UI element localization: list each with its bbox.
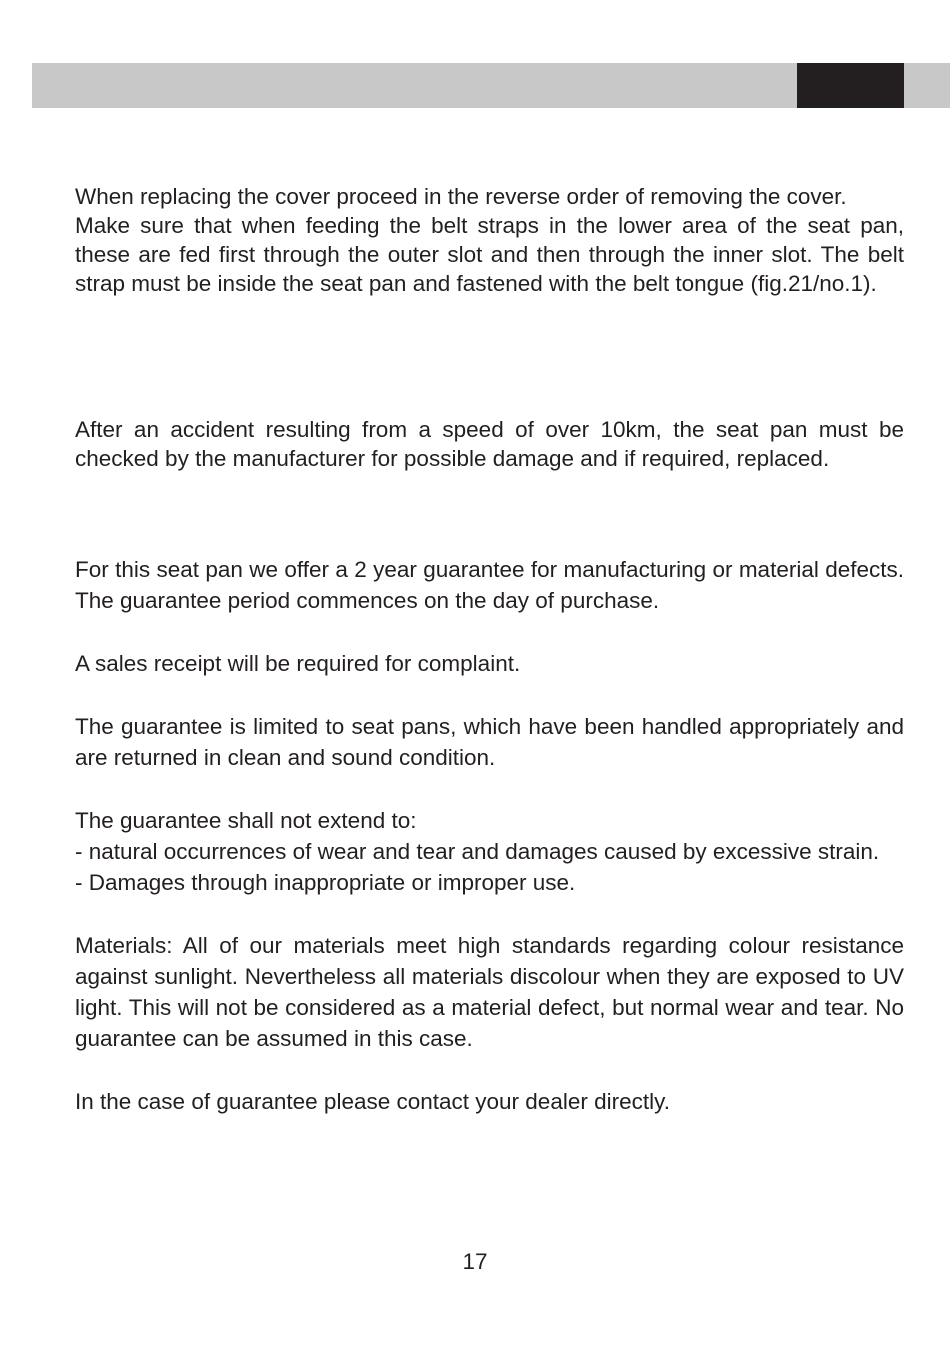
paragraph-exclusions-intro: The guarantee shall not extend to: [75, 808, 417, 833]
exclusions-list [75, 836, 904, 898]
paragraph-guarantee-limits: The guarantee is limited to seat pans, which have been handled appropriately and are returned in clean and sound condition. [75, 714, 904, 770]
list-item: - natural occurrences of wear and tear and damages caused by excessive strain. [75, 839, 880, 864]
list-item: - Damages through inappropriate or improper use. [75, 870, 576, 895]
paragraph-sales-receipt: A sales receipt will be required for complaint. [75, 651, 521, 676]
paragraph-replace-cover: When replacing the cover proceed in the reverse order of removing the cover. [75, 184, 847, 209]
page-number: 17 [462, 1249, 488, 1274]
paragraph-guarantee-offer: For this seat pan we offer a 2 year guarantee for manufacturing or material defects. The guarantee period commences on the day of purchase. [75, 557, 904, 613]
paragraph-accident: After an accident resulting from a speed of over 10km, the seat pan must be checked by the manufacturer for possible damage and if required, replaced. [75, 417, 904, 471]
header-block [797, 63, 904, 108]
paragraph-contact-dealer: In the case of guarantee please contact your dealer directly. [75, 1089, 670, 1114]
paragraph-materials: Materials: All of our materials meet high standards regarding colour resistance against sunlight. Nevertheless all materials discolour when they are exposed to UV light. This will not be considered as a material defect, but normal wear and tear. No guarantee can be assumed in this case. [75, 933, 904, 1051]
paragraph-belt-straps: Make sure that when feeding the belt straps in the lower area of the seat pan, these are fed first through the outer slot and then through the inner slot. The belt strap must be inside the seat pan and fastened with the belt tongue (fig.21/no.1). [75, 213, 904, 296]
page-content [75, 182, 904, 1117]
